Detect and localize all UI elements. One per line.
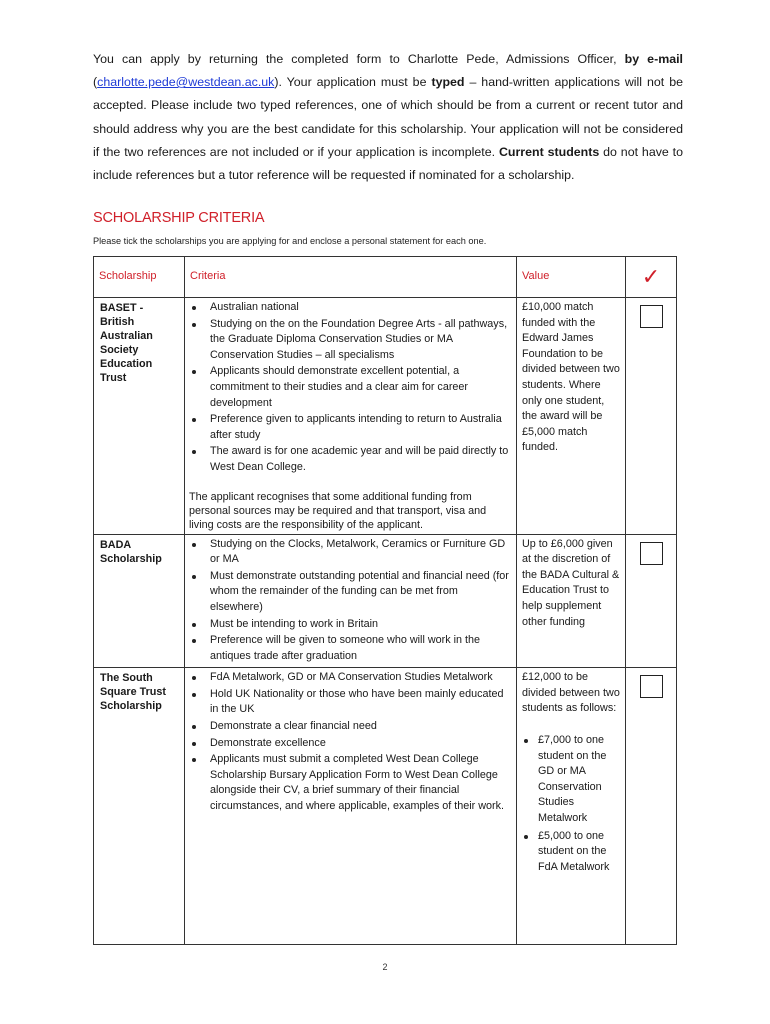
criteria-item: Must demonstrate outstanding potential and financial need (for whom the remainder of the funding can be met from elsewhere) bbox=[189, 569, 513, 616]
criteria-cell bbox=[185, 534, 517, 668]
checkbox-bada[interactable] bbox=[640, 542, 663, 565]
criteria-list bbox=[189, 670, 513, 814]
instruction-text: Please tick the scholarships you are applying for and enclose a personal statement for each one. bbox=[93, 236, 487, 246]
criteria-item: The award is for one academic year and will be paid directly to West Dean College. bbox=[189, 444, 513, 475]
criteria-item: Australian national bbox=[189, 300, 513, 316]
criteria-list bbox=[189, 537, 513, 665]
intro-text-1: You can apply by returning the completed form to Charlotte Pede, Admissions Officer, bbox=[93, 52, 625, 66]
table-row bbox=[94, 534, 677, 668]
header-value: Value bbox=[517, 257, 626, 298]
value-list bbox=[522, 733, 620, 875]
intro-paren: ( bbox=[93, 75, 98, 90]
header-criteria: Criteria bbox=[185, 257, 517, 298]
checkbox-cell bbox=[626, 534, 677, 668]
header-scholarship: Scholarship bbox=[94, 257, 185, 298]
criteria-item: Demonstrate a clear financial need bbox=[189, 719, 513, 735]
value-cell: Up to £6,000 given at the discretion of the BADA Cultural & Education Trust to help supplement other funding bbox=[517, 534, 626, 668]
criteria-item: Demonstrate excellence bbox=[189, 736, 513, 752]
value-cell: £10,000 match funded with the Edward James Foundation to be divided between two students. Where only one student, the award will be £5,000 match funded. bbox=[517, 298, 626, 535]
criteria-item: Studying on the Clocks, Metalwork, Ceramics or Furniture GD or MA bbox=[189, 537, 513, 568]
current-students-emphasis: Current students bbox=[498, 144, 600, 159]
email-link[interactable]: charlotte.pede@westdean.ac.uk bbox=[97, 75, 275, 90]
intro-text-2: ). Your application must be bbox=[274, 75, 432, 90]
criteria-item: Applicants should demonstrate excellent potential, a commitment to their studies and a clear aim for career development bbox=[189, 364, 513, 411]
scholarship-name-baset: BASET - British Australian Society Education Trust bbox=[94, 298, 185, 535]
criteria-item: FdA Metalwork, GD or MA Conservation Studies Metalwork bbox=[189, 670, 513, 686]
criteria-item: Hold UK Nationality or those who have been mainly educated in the UK bbox=[189, 687, 513, 718]
scholarship-name-bada: BADA Scholarship bbox=[94, 534, 185, 668]
typed-emphasis: typed bbox=[431, 75, 465, 90]
criteria-item: Studying on the on the Foundation Degree Arts - all pathways, the Graduate Diploma Conservation Studies or MA Conservation Studies – all specialisms bbox=[189, 317, 513, 364]
checkbox-south-square[interactable] bbox=[640, 675, 663, 698]
checkbox-baset[interactable] bbox=[640, 305, 663, 328]
criteria-item: Preference given to applicants intending to return to Australia after study bbox=[189, 412, 513, 443]
checkbox-cell bbox=[626, 668, 677, 945]
criteria-cell bbox=[185, 298, 517, 535]
value-text: £12,000 to be divided between two students as follows: bbox=[522, 671, 620, 715]
intro-text-4: do not have to include references but a tutor reference will be requested if nominated for a scholarship. bbox=[93, 144, 684, 183]
table-row bbox=[94, 298, 677, 535]
criteria-item: Preference will be given to someone who will work in the antiques trade after graduation bbox=[189, 633, 513, 664]
criteria-cell bbox=[185, 668, 517, 945]
scholarship-name-south-square: The South Square Trust Scholarship bbox=[94, 668, 185, 945]
criteria-item: Applicants must submit a completed West Dean College Scholarship Bursary Application Form to West Dean College alongside their CV, a brief summary of their financial circumstances, and where applicable, examples of their work. bbox=[189, 752, 513, 814]
criteria-item: Must be intending to work in Britain bbox=[189, 617, 513, 633]
value-item: £7,000 to one student on the GD or MA Conservation Studies Metalwork bbox=[522, 733, 620, 827]
scholarship-table bbox=[93, 256, 677, 945]
page-number: 2 bbox=[382, 962, 388, 972]
value-cell bbox=[517, 668, 626, 945]
checkbox-cell bbox=[626, 298, 677, 535]
section-title: SCHOLARSHIP CRITERIA bbox=[93, 210, 265, 226]
by-email-emphasis: by e-mail bbox=[624, 52, 683, 66]
intro-text-3: – hand-written applications will not be accepted. Please include two typed references, one of which should be from a current or recent tutor and should address why you are the best candidate for this scholarship. Your application will not be considered if the two references are not included or if your application is incomplete. bbox=[93, 75, 683, 159]
table-header-row bbox=[94, 257, 677, 298]
criteria-note: The applicant recognises that some additional funding from personal sources may be required and that transport, visa and living costs are the responsibility of the applicant. bbox=[189, 490, 487, 531]
criteria-list bbox=[189, 300, 513, 476]
intro-paragraph bbox=[93, 48, 683, 187]
value-item: £5,000 to one student on the FdA Metalwork bbox=[522, 829, 620, 876]
checkmark-icon: ✓ bbox=[626, 257, 677, 298]
table-row bbox=[94, 668, 677, 945]
